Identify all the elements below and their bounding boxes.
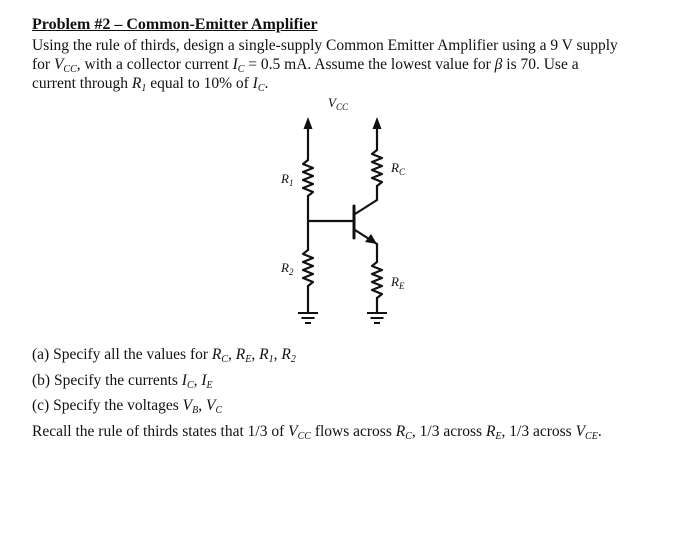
vcc-symbol (288, 423, 311, 440)
symbol-subscript: CC (63, 64, 77, 75)
r1-label: $R_1$ (281, 171, 294, 188)
symbol-subscript: B (192, 405, 199, 416)
separator: , (251, 346, 260, 363)
problem-parts (32, 342, 602, 444)
symbol-subscript: 1 (268, 354, 274, 365)
part-a (32, 342, 602, 368)
vcc-arrow-right-icon (373, 117, 382, 129)
symbol-letter: V (205, 397, 216, 414)
ground-right-icon (367, 313, 387, 323)
symbol-letter: V (53, 56, 64, 73)
symbol-subscript: C (215, 405, 223, 416)
math-symbol (182, 372, 194, 389)
text-fragment: . (264, 75, 269, 92)
beta-symbol: β (494, 56, 503, 73)
separator: , (273, 346, 282, 363)
part-c-vars (183, 397, 222, 414)
emitter-arrow-icon (365, 234, 377, 244)
separator: , (198, 397, 206, 414)
symbol-letter: R (281, 346, 291, 363)
separator: , (228, 346, 236, 363)
text-fragment: , with a collector current (76, 56, 233, 73)
symbol-letter: V (182, 397, 193, 414)
math-symbol (236, 346, 252, 363)
symbol-letter: R (211, 346, 222, 363)
math-symbol (259, 346, 273, 363)
ground-left-icon (298, 313, 318, 323)
math-symbol (201, 372, 212, 389)
rc-resistor-icon (372, 150, 382, 186)
symbol-letter: I (252, 75, 258, 92)
r2-label: $R_2$ (281, 260, 294, 277)
math-symbol (281, 346, 295, 363)
symbol-letter: V (288, 422, 298, 440)
symbol-subscript: CC (297, 430, 311, 442)
math-symbol (206, 397, 222, 414)
math-symbol (212, 346, 228, 363)
r2-resistor-icon (303, 250, 313, 286)
symbol-subscript: C (221, 354, 229, 365)
separator: , (193, 371, 202, 389)
symbol-subscript: E (245, 354, 252, 365)
symbol-subscript: C (405, 430, 412, 442)
text-fragment: current through (32, 75, 132, 92)
text-fragment: Recall the rule of thirds states that 1/3 of (32, 422, 289, 440)
text-fragment: , 1/3 across (501, 422, 576, 440)
re-label: $R_E$ (391, 274, 405, 291)
symbol-letter: R (235, 346, 246, 363)
symbol-letter: I (232, 56, 238, 73)
vcc-arrow-left-icon (304, 117, 313, 129)
recall-note (32, 419, 602, 445)
symbol-letter: I (181, 371, 187, 389)
text-fragment: flows across (310, 422, 396, 440)
r1-resistor-icon (303, 160, 313, 196)
part-a-vars (212, 346, 296, 363)
part-a-text: (a) Specify all the values for (32, 346, 212, 363)
symbol-subscript: E (495, 430, 502, 442)
symbol-subscript: E (206, 379, 213, 391)
re-resistor-icon (372, 262, 382, 298)
symbol-letter: V (575, 422, 586, 440)
text-fragment: is 70. Use a (502, 56, 579, 73)
symbol-subscript: 2 (290, 354, 296, 365)
symbol-subscript: C (257, 83, 265, 94)
rc-label: $R_C$ (391, 160, 405, 177)
text-fragment: . (597, 422, 602, 440)
symbol-letter: R (259, 346, 269, 363)
symbol-letter: R (395, 422, 406, 440)
part-b (32, 368, 602, 394)
text-fragment: = 0.5 mA. Assume the lowest value for (244, 56, 495, 73)
symbol-letter: R (485, 422, 496, 440)
statement-line-1: Using the rule of thirds, design a single-supply Common Emitter Amplifier using a 9 V supply (32, 37, 618, 54)
problem-title: Problem #2 – Common-Emitter Amplifier (32, 16, 318, 33)
part-c (32, 393, 602, 419)
symbol-subscript: C (237, 64, 245, 75)
text-fragment: equal to 10% of (146, 75, 253, 92)
transistor-collector-lead (355, 200, 377, 214)
symbol-subscript: C (186, 379, 194, 391)
vce-symbol (576, 423, 598, 440)
symbol-letter: I (201, 371, 207, 389)
symbol-letter: R (131, 75, 142, 92)
re-symbol (486, 423, 502, 440)
symbol-subscript: 1 (141, 83, 147, 94)
rc-symbol (396, 423, 412, 440)
part-b-text: (b) Specify the currents (32, 371, 182, 389)
symbol-subscript: CE (585, 430, 598, 442)
part-b-vars (182, 372, 213, 389)
part-c-text: (c) Specify the voltages (32, 397, 183, 414)
text-fragment: for (32, 56, 54, 73)
vcc-label: $V_{CC}$ (328, 95, 348, 112)
text-fragment: , 1/3 across (411, 422, 486, 440)
math-symbol (183, 397, 199, 414)
